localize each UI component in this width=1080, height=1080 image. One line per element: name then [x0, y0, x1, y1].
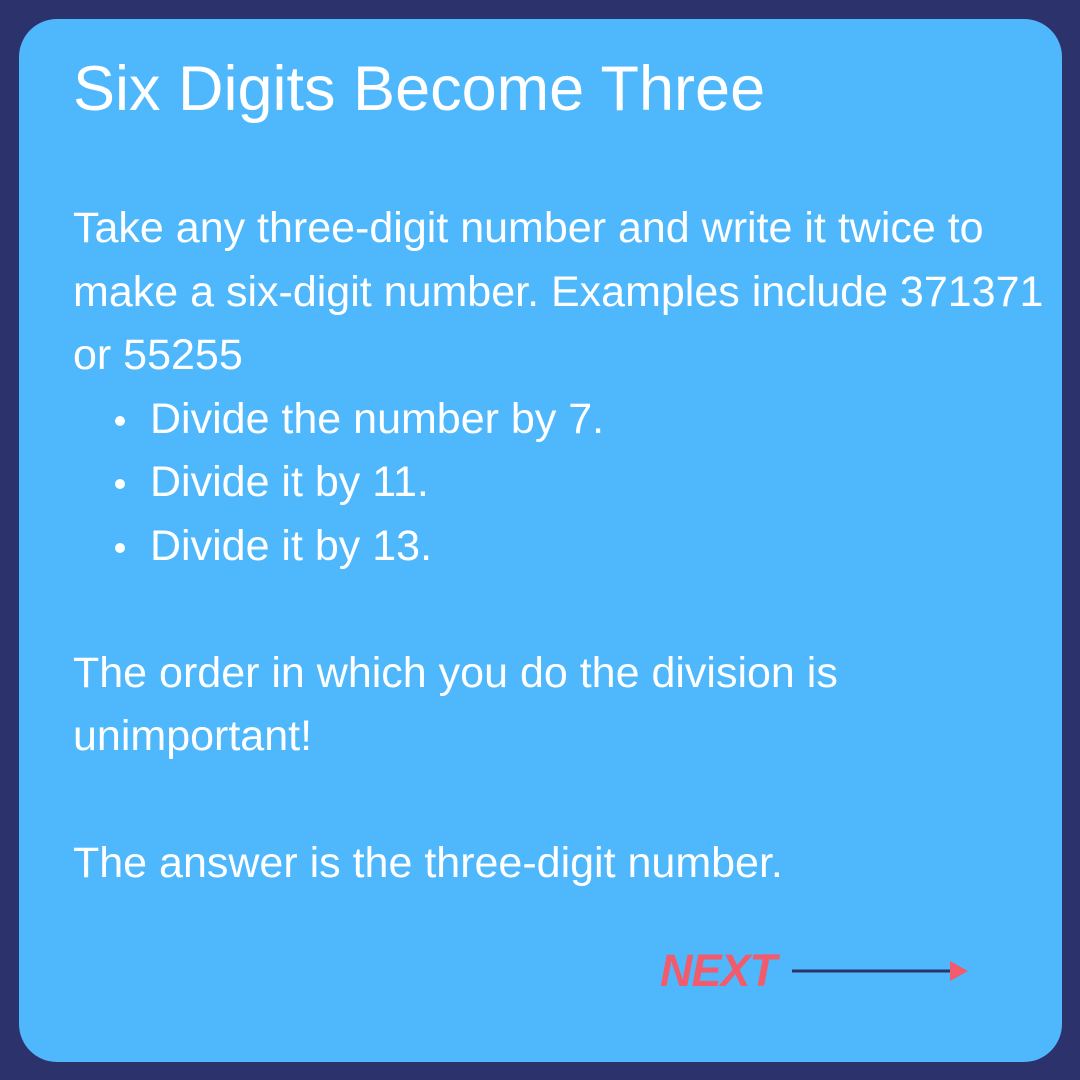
- step-text: Divide it by 11.: [150, 458, 429, 506]
- bullet-icon: [115, 543, 125, 553]
- intro-paragraph: Take any three-digit number and write it twice to make a six-digit number. Examples include 371371 or 55255: [73, 204, 1044, 379]
- spacer: [73, 769, 1063, 833]
- next-button[interactable]: [660, 943, 969, 999]
- list-item: [73, 451, 1063, 515]
- step-text: Divide the number by 7.: [150, 394, 605, 443]
- note-paragraph: The order in which you do the division is unimportant!: [73, 648, 838, 760]
- step-text: Divide it by 13.: [150, 521, 433, 570]
- steps-list: [73, 388, 1063, 579]
- list-item: [73, 515, 1063, 579]
- list-item: [73, 388, 1063, 452]
- spacer: [73, 578, 1063, 642]
- content-card: [19, 19, 1062, 1062]
- conclusion-paragraph: The answer is the three-digit number.: [73, 839, 783, 887]
- arrow-right-icon: [792, 959, 969, 983]
- bullet-icon: [115, 416, 125, 426]
- page-title: Six Digits Become Three: [73, 54, 766, 124]
- bullet-icon: [115, 479, 125, 489]
- card-body: [73, 197, 1063, 896]
- next-label: NEXT: [660, 945, 777, 996]
